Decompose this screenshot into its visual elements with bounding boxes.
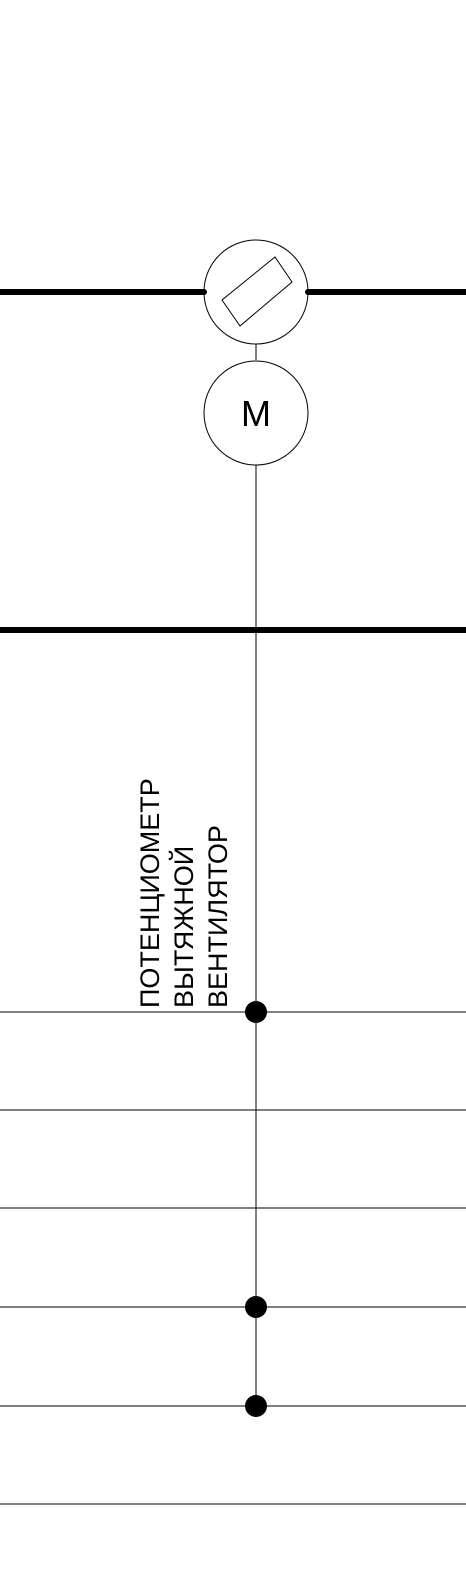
label-line-3: ВЕНТИЛЯТОР: [203, 825, 233, 1008]
fan-damper-symbol: [201, 240, 311, 344]
label-line-2: ВЫТЯЖНОЙ: [169, 845, 199, 1008]
duct-connection-left: [201, 289, 207, 295]
motor-letter: M: [241, 393, 271, 434]
junction-dot-4: [245, 1296, 267, 1318]
label-line-1: ПОТЕНЦИОМЕТР: [135, 778, 165, 1008]
junction-dot-5: [245, 1395, 267, 1417]
potentiometer-label: [135, 778, 233, 1008]
junction-dot-1: [245, 1001, 267, 1023]
duct-connection-right: [305, 289, 311, 295]
motor-symbol: [204, 361, 308, 465]
